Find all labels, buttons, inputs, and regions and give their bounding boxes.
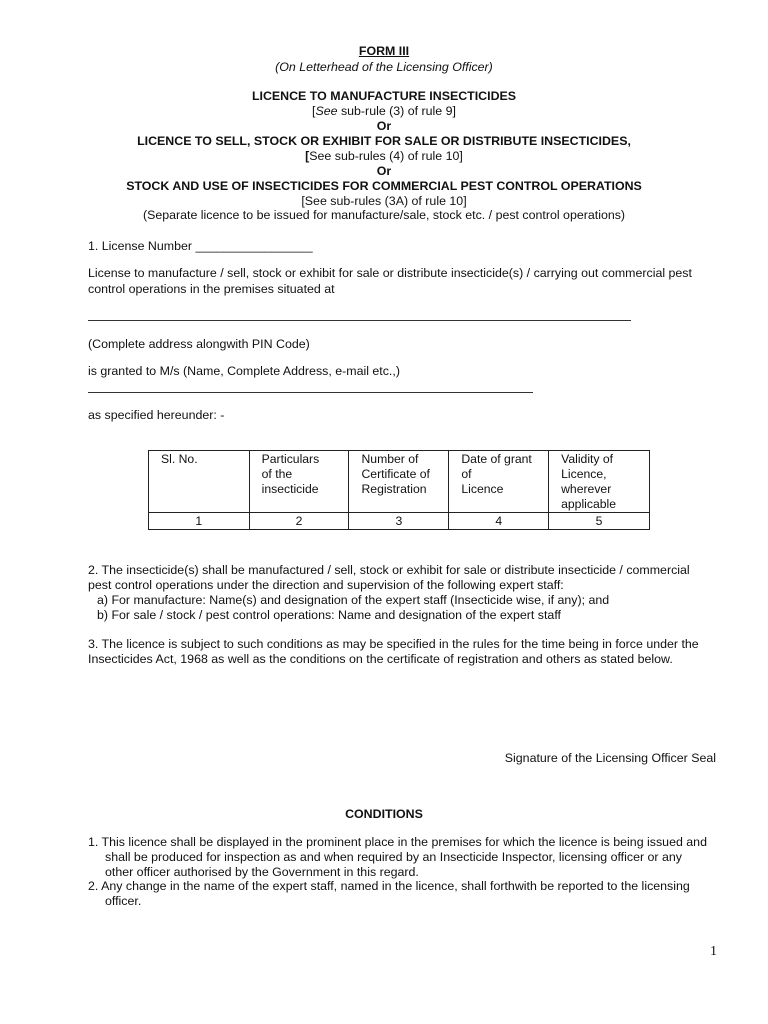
granted-to-text: is granted to M/s (Name, Complete Address, e-mail etc.,) <box>88 364 400 378</box>
column-number-cell: 5 <box>549 513 650 530</box>
specified-hereunder-text: as specified hereunder: - <box>88 408 225 422</box>
rule-bracket: [ <box>312 104 316 118</box>
rule-rest: See sub-rules (4) of rule 10] <box>309 149 463 163</box>
rule-sell <box>0 149 768 163</box>
separate-licence-note: (Separate licence to be issued for manufacture/sale, stock etc. / pest control operations) <box>142 208 626 222</box>
licence-details-table <box>148 450 650 530</box>
premises-text-line2: control operations in the premises situated at <box>88 282 335 296</box>
header-line: Registration <box>361 482 427 496</box>
stock-use-heading: STOCK AND USE OF INSECTICIDES FOR COMMERCIAL PEST CONTROL OPERATIONS <box>126 179 642 193</box>
section2-item-b: b) For sale / stock / pest control operations: Name and designation of the expert staff <box>97 608 561 622</box>
or-separator-2: Or <box>376 164 392 178</box>
header-line: Number of <box>361 452 419 466</box>
header-line: Particulars <box>261 452 320 466</box>
header-line: Licence, <box>561 467 607 481</box>
license-number-field: 1. License Number _________________ <box>88 239 313 253</box>
grantee-blank-line <box>88 392 533 393</box>
signature-label: Signature of the Licensing Officer Seal <box>504 751 716 765</box>
condition-1-line3: other officer authorised by the Government in this regard. <box>105 865 419 879</box>
section2-line2: pest control operations under the direction and supervision of the following expert staff: <box>88 578 564 592</box>
section2-item-a: a) For manufacture: Name(s) and designation of the expert staff (Insecticide wise, if any); and <box>97 593 610 607</box>
table-column-number-row <box>149 513 650 530</box>
header-line: Certificate of <box>361 467 430 481</box>
header-line: Date of grant <box>461 452 532 466</box>
premises-text-line1: License to manufacture / sell, stock or exhibit for sale or distribute insecticide(s) / carrying out commercial pest <box>88 266 692 280</box>
header-cell-certificate-number <box>349 451 449 513</box>
rule-see: See <box>315 104 338 118</box>
header-cell-sl-no <box>149 451 250 513</box>
premises-address-blank-line <box>88 320 631 321</box>
letterhead-note: (On Letterhead of the Licensing Officer) <box>275 60 493 74</box>
header-line: insecticide <box>261 482 319 496</box>
header-line: of the <box>261 467 293 481</box>
section3-line2: Insecticides Act, 1968 as well as the conditions on the certificate of registration and others as stated below. <box>88 652 673 666</box>
condition-1-line1: 1. This licence shall be displayed in the prominent place in the premises for which the licence is being issued and <box>88 835 707 849</box>
header-line: Sl. No. <box>161 452 198 466</box>
rule-manufacture <box>0 104 768 118</box>
header-cell-date-of-grant <box>449 451 549 513</box>
table-header-row <box>149 451 650 513</box>
column-number-cell: 3 <box>349 513 449 530</box>
rule-stock: [See sub-rules (3A) of rule 10] <box>301 194 467 208</box>
condition-2-line1: 2. Any change in the name of the expert staff, named in the licence, shall forthwith be reported to the licensing <box>88 879 690 893</box>
or-separator-1: Or <box>376 119 392 133</box>
form-title: FORM III <box>358 44 410 58</box>
page-number: 1 <box>710 944 717 959</box>
column-number-cell: 1 <box>149 513 250 530</box>
section2-line1: 2. The insecticide(s) shall be manufactured / sell, stock or exhibit for sale or distribute insecticide / commercial <box>88 563 690 577</box>
header-line: Validity of <box>561 452 614 466</box>
header-cell-particulars <box>249 451 349 513</box>
header-line: Licence <box>461 482 504 496</box>
header-line: wherever <box>561 482 612 496</box>
licence-manufacture-heading: LICENCE TO MANUFACTURE INSECTICIDES <box>251 89 517 103</box>
address-note: (Complete address alongwith PIN Code) <box>88 337 310 351</box>
rule-bracket: [ <box>305 149 310 163</box>
section3-line1: 3. The licence is subject to such conditions as may be specified in the rules for the time being in force under the <box>88 637 699 651</box>
column-number-cell: 4 <box>449 513 549 530</box>
rule-rest: sub-rule (3) of rule 9] <box>337 104 456 118</box>
header-cell-validity <box>549 451 650 513</box>
header-line: applicable <box>561 497 617 511</box>
conditions-title: CONDITIONS <box>345 807 423 821</box>
condition-2-line2: officer. <box>105 894 142 908</box>
licence-sell-heading: LICENCE TO SELL, STOCK OR EXHIBIT FOR SALE OR DISTRIBUTE INSECTICIDES, <box>137 134 631 148</box>
column-number-cell: 2 <box>249 513 349 530</box>
header-line: of <box>461 467 472 481</box>
condition-1-line2: shall be produced for inspection as and when required by an Insecticide Inspector, licensing officer or any <box>105 850 682 864</box>
